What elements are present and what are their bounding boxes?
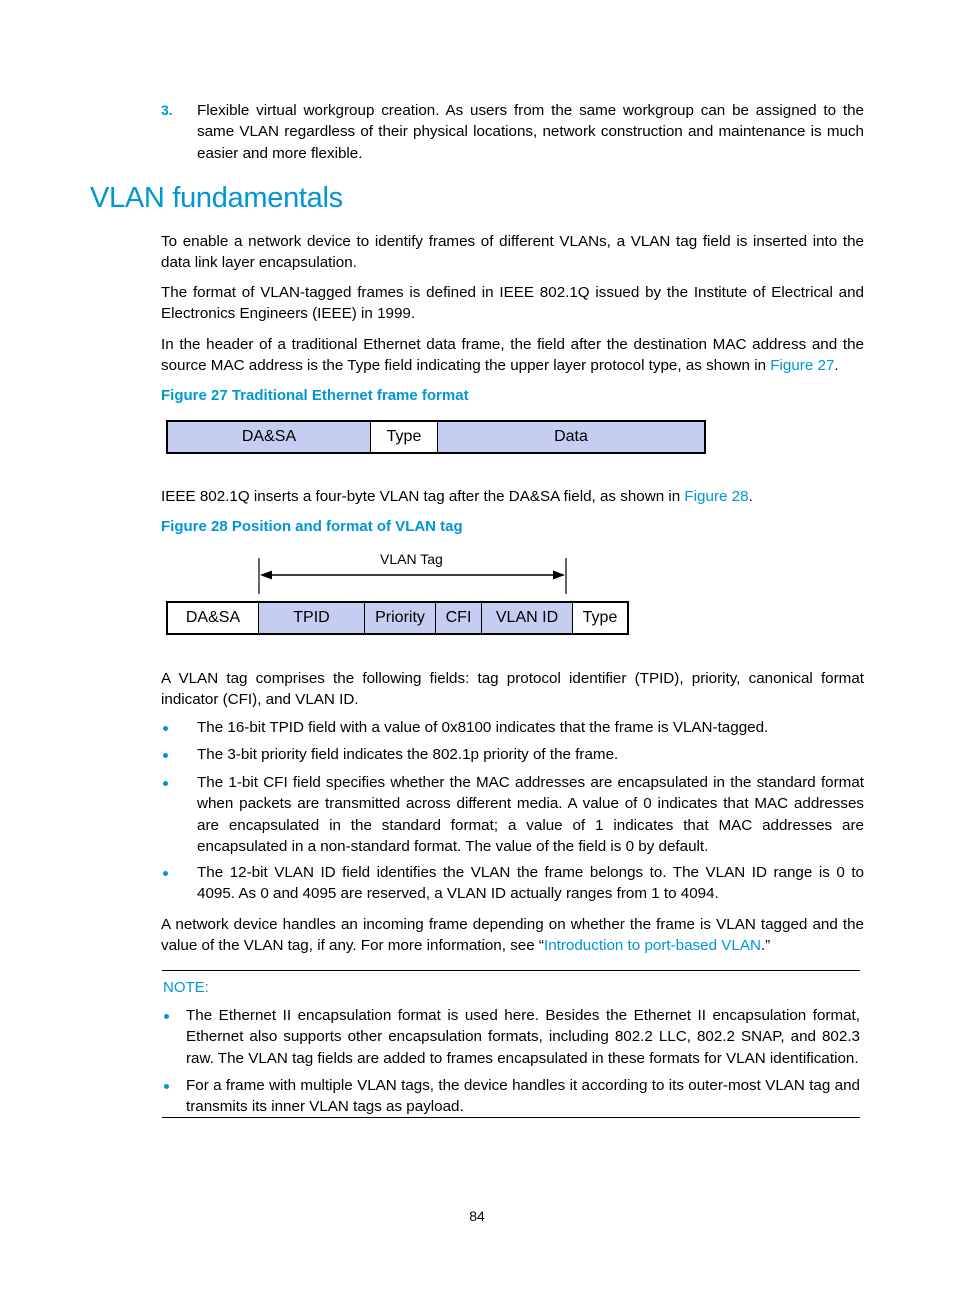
note-label: NOTE: <box>163 979 209 996</box>
figure-28-link[interactable]: Figure 28 <box>684 488 749 505</box>
paragraph-text: A network device handles an incoming frame depending on whether the frame is VLAN tagged and the value of the VLAN tag, if any. For more information, see “ <box>161 916 864 955</box>
bullet-icon <box>163 781 168 786</box>
port-based-vlan-link[interactable]: Introduction to port-based VLAN <box>543 937 761 955</box>
paragraph-text: In the header of a traditional Ethernet data frame, the field after the destination MAC address and the source MAC address is the Type field indicating the upper layer protocol type, as shown in <box>161 336 864 375</box>
intro-item-text: Flexible virtual workgroup creation. As users from the same workgroup can be assigned to the same VLAN regardless of their physical locations, network construction and maintenance is much easier and more flexible. <box>197 102 864 162</box>
note-bottom-rule <box>162 1117 860 1118</box>
paragraph-text: IEEE 802.1Q inserts a four-byte VLAN tag after the DA&SA field, as shown in <box>161 488 685 505</box>
vlan-tag-label: VLAN Tag <box>380 551 443 567</box>
field-da-sa: DA&SA <box>168 603 259 633</box>
figure-27-frame-diagram <box>166 420 706 454</box>
vlan-tag-span-arrow <box>255 556 571 596</box>
figure-28-frame-diagram <box>166 601 629 635</box>
field-priority: Priority <box>365 603 436 633</box>
section-title: VLAN fundamentals <box>90 182 343 214</box>
list-item: The 12-bit VLAN ID field identifies the VLAN the frame belongs to. The VLAN ID range is 0 to 4095. As 0 and 4095 are reserved, a VLAN ID actually ranges from 1 to 4094. <box>197 864 864 903</box>
list-item: The 1-bit CFI field specifies whether the MAC addresses are encapsulated in the standard format when packets are transmitted across different media. A value of 0 indicates that MAC addresses are encapsulated in the standard format; a value of 1 indicates that MAC addresses are encapsulated in a non-standard format. The value of the field is 0 by default. <box>197 774 864 855</box>
bullet-icon <box>164 1084 169 1089</box>
paragraph-text: . <box>834 357 839 375</box>
figure-27-caption: Figure 27 Traditional Ethernet frame format <box>161 387 469 404</box>
field-da-sa: DA&SA <box>168 422 371 452</box>
bullet-icon <box>163 726 168 731</box>
paragraph-text: . <box>748 488 753 505</box>
paragraph-ethernet-header <box>161 334 864 377</box>
figure-28-caption: Figure 28 Position and format of VLAN tag <box>161 518 463 535</box>
field-tpid: TPID <box>259 603 365 633</box>
page-number: 84 <box>469 1208 485 1224</box>
field-type: Type <box>573 603 627 633</box>
paragraph-vlan-tag-insert <box>161 486 864 507</box>
paragraph-vlan-tag-fields: A VLAN tag comprises the following fields: tag protocol identifier (TPID), priority, canonical format indicator (CFI), and VLAN ID. <box>161 670 864 709</box>
field-type: Type <box>371 422 438 452</box>
note-item: The Ethernet II encapsulation format is used here. Besides the Ethernet II encapsulation format, Ethernet also supports other encapsulation formats, including 802.2 LLC, 802.2 SNAP, and 802.3 raw. The VLAN tag fields are added to frames encapsulated in these formats for VLAN identification. <box>186 1007 860 1067</box>
list-number: 3. <box>161 102 173 118</box>
bullet-icon <box>163 753 168 758</box>
paragraph-vlan-tag-intro: To enable a network device to identify frames of different VLANs, a VLAN tag field is inserted into the data link layer encapsulation. <box>161 233 864 272</box>
note-top-rule <box>162 970 860 971</box>
list-item: The 16-bit TPID field with a value of 0x8100 indicates that the frame is VLAN-tagged. <box>197 719 769 736</box>
paragraph-ieee-8021q: The format of VLAN-tagged frames is defined in IEEE 802.1Q issued by the Institute of Electrical and Electronics Engineers (IEEE) in 1999. <box>161 284 864 323</box>
note-item: For a frame with multiple VLAN tags, the device handles it according to its outer-most VLAN tag and transmits its inner VLAN tags as payload. <box>186 1077 860 1116</box>
bullet-icon <box>164 1014 169 1019</box>
paragraph-text: .” <box>760 937 771 955</box>
field-cfi: CFI <box>436 603 482 633</box>
figure-27-link[interactable]: Figure 27 <box>770 357 835 375</box>
field-data: Data <box>438 422 704 452</box>
paragraph-frame-handling <box>161 914 864 957</box>
field-vlan-id: VLAN ID <box>482 603 573 633</box>
bullet-icon <box>163 871 168 876</box>
list-item: The 3-bit priority field indicates the 802.1p priority of the frame. <box>197 746 619 763</box>
